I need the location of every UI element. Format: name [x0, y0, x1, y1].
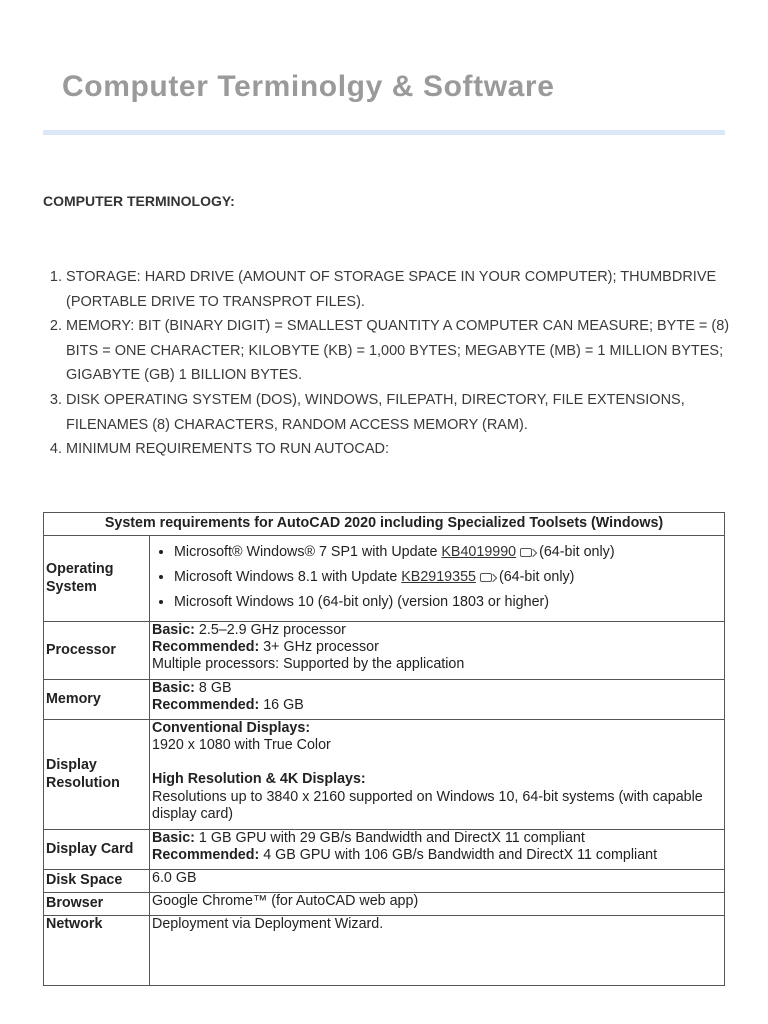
list-item: 4. MINIMUM REQUIREMENTS TO RUN AUTOCAD:: [66, 437, 733, 462]
table-row: [44, 536, 725, 622]
recommended-label: Recommended:: [152, 639, 260, 656]
display-card-label: Display Card: [44, 830, 150, 870]
high-res-displays-label: High Resolution & 4K Displays:: [152, 771, 366, 788]
table-row: [44, 870, 725, 893]
list-item: 3. DISK OPERATING SYSTEM (DOS), WINDOWS, FILEPATH, DIRECTORY, FILE EXTENSIONS, FILENAMES (8) CHARACTERS, RANDOM ACCESS MEMORY (RAM).: [66, 388, 733, 437]
system-requirements-table: [43, 512, 725, 986]
list-item: [174, 540, 722, 565]
conventional-displays-label: Conventional Displays:: [152, 720, 311, 736]
os-item-suffix: (64-bit only): [535, 544, 615, 560]
table-row: [44, 893, 725, 916]
network-label: Network: [44, 916, 150, 986]
title-divider: [43, 130, 725, 135]
list-item: 1. STORAGE: HARD DRIVE (AMOUNT OF STORAGE SPACE IN YOUR COMPUTER); THUMBDRIVE (PORTABLE DRIVE TO TRANSPROT FILES).: [66, 265, 733, 314]
basic-value: 2.5–2.9 GHz processor: [194, 622, 346, 638]
basic-value: 8 GB: [194, 680, 232, 696]
network-value: Deployment via Deployment Wizard.: [150, 916, 725, 986]
memory-label: Memory: [44, 680, 150, 720]
memory-value: [150, 680, 725, 720]
table-row: [44, 916, 725, 986]
browser-label: Browser: [44, 893, 150, 916]
basic-value: 1 GB GPU with 29 GB/s Bandwidth and DirectX 11 compliant: [194, 830, 585, 846]
os-item-text: Microsoft Windows 8.1 with Update: [174, 569, 402, 585]
os-item-text: Microsoft® Windows® 7 SP1 with Update: [174, 544, 442, 560]
recommended-value: 3+ GHz processor: [259, 639, 379, 656]
basic-label: Basic:: [152, 680, 195, 696]
disk-space-value: 6.0 GB: [150, 870, 725, 893]
os-item-suffix: (64-bit only): [494, 569, 575, 585]
high-res-displays-value: Resolutions up to 3840 x 2160 supported on Windows 10, 64-bit systems (with capable display card): [152, 788, 703, 822]
table-row: [44, 720, 725, 830]
os-item-text: Microsoft Windows 10 (64-bit only) (version 1803 or higher): [174, 594, 550, 610]
recommended-value: 16 GB: [259, 697, 304, 714]
os-value: [150, 536, 725, 622]
processor-label: Processor: [44, 622, 150, 680]
recommended-label: Recommended:: [152, 697, 260, 714]
recommended-label: Recommended:: [152, 847, 260, 864]
table-caption: System requirements for AutoCAD 2020 including Specialized Toolsets (Windows): [44, 513, 725, 536]
conventional-displays-value: 1920 x 1080 with True Color: [152, 737, 331, 754]
processor-extra: Multiple processors: Supported by the application: [152, 656, 465, 673]
disk-space-label: Disk Space: [44, 870, 150, 893]
list-item: [174, 590, 722, 615]
display-card-value: [150, 830, 725, 870]
table-row: [44, 680, 725, 720]
basic-label: Basic:: [152, 830, 195, 846]
kb2919355-link[interactable]: KB2919355: [401, 569, 476, 585]
basic-label: Basic:: [152, 622, 195, 638]
kb4019990-link[interactable]: KB4019990: [441, 544, 517, 560]
list-item: [174, 565, 722, 590]
page-title: Computer Terminolgy & Software: [62, 70, 555, 103]
external-link-icon: [480, 573, 492, 582]
os-list: [152, 536, 722, 619]
section-heading: COMPUTER TERMINOLOGY:: [43, 193, 235, 209]
table-caption-row: [44, 513, 725, 536]
browser-value: Google Chrome™ (for AutoCAD web app): [150, 893, 725, 916]
display-resolution-label: Display Resolution: [44, 720, 150, 830]
recommended-value: 4 GB GPU with 106 GB/s Bandwidth and DirectX 11 compliant: [259, 847, 658, 864]
processor-value: [150, 622, 725, 680]
external-link-icon: [520, 548, 532, 557]
table-row: [44, 830, 725, 870]
table-row: [44, 622, 725, 680]
list-item: 2. MEMORY: BIT (BINARY DIGIT) = SMALLEST QUANTITY A COMPUTER CAN MEASURE; BYTE = (8) BITS = ONE CHARACTER; KILOBYTE (KB) = 1,000 BYTES; MEGABYTE (MB) = 1 MILLION BYTES; GIGABYTE (GB) 1 BILLION BYTES.: [66, 314, 733, 388]
os-label: Operating System: [44, 536, 150, 622]
display-resolution-value: [150, 720, 725, 830]
terminology-list: [43, 265, 733, 462]
